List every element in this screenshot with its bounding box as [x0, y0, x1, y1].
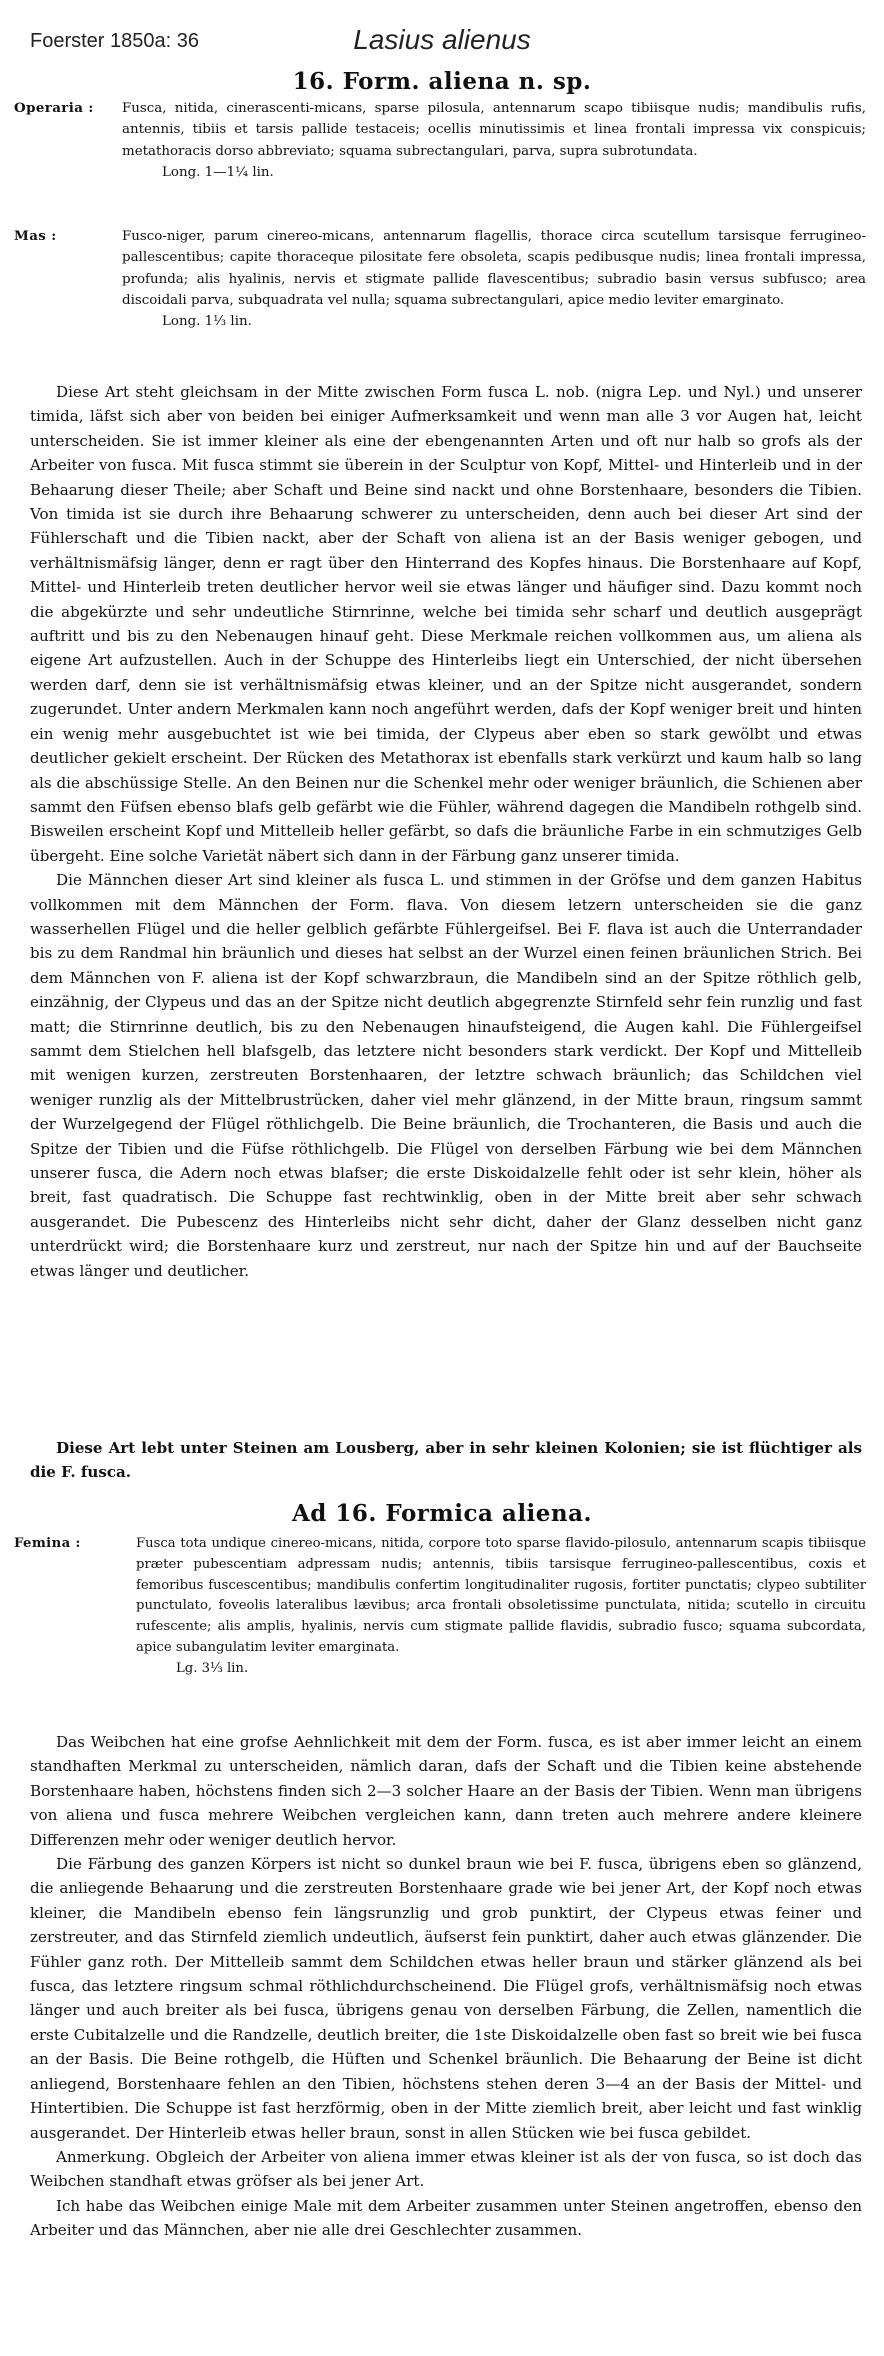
paragraph: Das Weibchen hat eine grofse Aehnlichkeit mit dem der Form. fusca, es ist aber immer leicht an einem standhaften Merkmal zu unterscheiden, nämlich daran, dafs der Schaft und die Tibien keine abstehende Borstenhaare haben, höchstens finden sich 2—3 solcher Haare an der Basis der Tibien. Wenn man übrigens von aliena und fusca mehrere Weibchen vergleichen kann, dann treten auch mehrere andere kleinere Differenzen mehr oder weniger deutlich hervor. — [30, 1733, 862, 1849]
paragraph: Anmerkung. Obgleich der Arbeiter von aliena immer etwas kleiner ist als der von fusca, so ist doch das Weibchen standhaft etwas gröfser als bei jener Art. — [30, 2147, 862, 2191]
paragraph: Diese Art steht gleichsam in der Mitte zwischen Form fusca L. nob. (nigra Lep. und Nyl.) und unserer timida, läfst sich aber von beiden bei einiger Aufmerksamkeit und wenn man alle 3 vor Augen hat, leicht unterscheiden. Sie ist immer kleiner als eine der ebengenannten Arten und oft nur halb so grofs als der Arbeiter von fusca. Mit fusca stimmt sie überein in der Sculptur von Kopf, Mittel- und Hinterleib und in der Behaarung dieser Theile; aber Schaft und Beine sind nackt und ohne Borstenhaare, besonders die Tibien. Von timida ist sie durch ihre Behaarung schwerer zu unterscheiden, denn auch bei dieser Art sind der Fühlerschaft und die Tibien nackt, aber der Schaft von aliena ist an der Basis weniger gebogen, und verhältnismäfsig länger, denn er ragt über den Hinterrand des Kopfes hinaus. Die Borstenhaare auf Kopf, Mittel- und Hinterleib treten deutlicher hervor weil sie etwas länger und häufiger sind. Dazu kommt noch die abgekürzte und sehr undeutliche Stirnrinne, welche bei timida sehr scharf und deutlich ausgeprägt auftritt und bis zu den Nebenaugen hinauf geht. Diese Merkmale reichen vollkommen aus, um aliena als eigene Art aufzustellen. Auch in der Schuppe des Hinterleibs liegt ein Unterschied, der nicht übersehen werden darf, denn sie ist verhältnismäfsig etwas kleiner, und an der Spitze nicht ausgerandet, sondern zugerundet. Unter andern Merkmalen kann noch angeführt werden, dafs der Kopf weniger breit und hinten ein wenig mehr ausgebuchtet ist wie bei timida, der Clypeus aber eben so stark gewölbt und etwas deutlicher gekielt erscheint. Der Rücken des Metathorax ist ebenfalls stark verkürzt und kaum halb so lang als die abschüssige Stelle. An den Beinen nur die Schenkel mehr oder weniger bräunlich, die Schienen aber sammt den Füfsen ebenso blafs gelb gefärbt wie die Fühler, während dagegen die Mandibeln rothgelb sind. Bisweilen erscheint Kopf und Mittelleib heller gefärbt, so dafs die bräunliche Farbe in ein schmutziges Gelb übergeht. Eine solche Varietät näbert sich dann in der Färbung ganz unserer timida. — [30, 383, 862, 865]
citation: Foerster 1850a: 36 — [30, 30, 199, 52]
femina-label: Femina : — [14, 1536, 81, 1551]
section-title: 16. Form. aliena n. sp. — [292, 68, 592, 95]
operaria-label: Operaria : — [14, 100, 94, 116]
paragraph: Ich habe das Weibchen einige Male mit dem Arbeiter zusammen unter Steinen angetroffen, ebenso den Arbeiter und das Männchen, aber nie alle drei Geschlechter zusammen. — [30, 2196, 862, 2240]
operaria-length: Long. 1—1¼ lin. — [162, 164, 274, 180]
mas-label: Mas : — [14, 228, 57, 244]
paragraph: Die Männchen dieser Art sind kleiner als fusca L. und stimmen in der Gröfse und dem ganzen Habitus vollkommen mit dem Männchen der Form. flava. Von diesem letzern unterscheiden sie die ganz wasserhellen Flügel und die heller gelblich gefärbte Fühlergeifsel. Bei F. flava ist auch die Unterrandader bis zu dem Randmal hin bräunlich und dieses hat selbst an der Wurzel einen feinen bräunlichen Strich. Bei dem Männchen von F. aliena ist der Kopf schwarzbraun, die Mandibeln sind an der Spitze röthlich gelb, einzähnig, der Clypeus und das an der Spitze nicht deutlich abgegrenzte Stirnfeld sehr fein runzlig und fast matt; die Stirnrinne deutlich, bis zu den Nebenaugen hinaufsteigend, die Augen kahl. Die Fühlergeifsel sammt dem Stielchen hell blafsgelb, das letztere nicht besonders stark verdickt. Der Kopf und Mittelleib mit wenigen kurzen, zerstreuten Borstenhaaren, der letztre schwach bräunlich; das Schildchen viel weniger runzlig als der Mittelbrustrücken, daher viel mehr glänzend, in der Mitte braun, ringsum sammt der Wurzelgegend der Flügel röthlichgelb. Die Beine bräunlich, die Trochanteren, die Basis und auch die Spitze der Tibien und die Füfse röthlichgelb. Die Flügel von derselben Färbung wie bei dem Männchen unserer fusca, die Adern noch etwas blafser; die erste Diskoidalzelle fehlt oder ist sehr klein, höher als breit, fast quadratisch. Die Schuppe fast rechtwinklig, oben in der Mitte breit aber sehr schwach ausgerandet. Die Pubescenz des Hinterleibs nicht sehr dicht, daher der Glanz desselben nicht ganz unterdrückt wird; die Borstenhaare kurz und zerstreut, nur nach der Spitze hin und auf der Bauchseite etwas länger und deutlicher. — [30, 871, 862, 1280]
femina-description — [14, 1534, 866, 1680]
habitat-note — [30, 1436, 862, 1485]
femina-length: Lg. 3⅓ lin. — [176, 1660, 249, 1676]
running-header — [0, 22, 884, 62]
section-title: Ad 16. Formica aliena. — [291, 1500, 593, 1527]
mas-text: Fusco-niger, parum cinereo-micans, antennarum flagellis, thorace circa scutellum tarsisque ferrugineo-pallescentibus; capite thoraceque pilositate fere obsoleta, scapis pedibusque nudis; linea frontali impressa, profunda; alis hyalinis, nervis et stigmate pallide flavescentibus; subradio basin versus subfusco; area discoidali parva, subquadrata vel nulla; squama subrectangulari, apice medio leviter emarginato. — [122, 229, 866, 308]
taxon-name: Lasius alienus — [353, 24, 531, 55]
operaria-text: Fusca, nitida, cinerascenti-micans, sparse pilosula, antennarum scapo tibiisque nudis; mandibulis rufis, antennis, tibiis et tarsis pallide testaceis; ocellis minutissimis et linea frontali impressa vix conspicuis; metathoracis dorso abbreviato; squama subrectangulari, parva, supra subrotundata. — [122, 101, 866, 159]
mas-description — [14, 226, 866, 332]
worker-discussion — [30, 380, 862, 1283]
paragraph: Die Färbung des ganzen Körpers ist nicht so dunkel braun wie bei F. fusca, übrigens eben so glänzend, die anliegende Behaarung und die zerstreuten Borstenhaare grade wie bei jener Art, der Kopf noch etwas kleiner, die Mandibeln ebenso fein längsrunzlig und grob punktirt, der Clypeus etwas feiner und zerstreuter, and das Stirnfeld ziemlich undeutlich, äufserst fein punktirt, daher auch etwas glänzender. Die Fühler ganz roth. Der Mittelleib sammt dem Schildchen etwas heller braun und stärker glänzend als bei fusca, das letztere ringsum schmal röthlichdurchscheinend. Die Flügel grofs, verhältnismäfsig noch etwas länger und auch breiter als bei fusca, übrigens genau von derselben Färbung, die Zellen, namentlich die erste Cubitalzelle und die Randzelle, deutlich breiter, die 1ste Diskoidalzelle oben fast so breit wie bei fusca an der Basis. Die Beine rothgelb, die Hüften und Schenkel bräunlich. Die Behaarung der Beine ist dicht anliegend, Borstenhaare fehlen an den Tibien, höchstens stehen deren 3—4 an der Basis der Mittel- und Hintertibien. Die Schuppe ist fast herzförmig, oben in der Mitte ziemlich breit, aber leicht und fast winklig ausgerandet. Der Hinterleib etwas heller braun, sonst in allen Stücken wie bei fusca gebildet. — [30, 1855, 862, 2142]
mas-length: Long. 1⅓ lin. — [162, 314, 252, 330]
femina-text: Fusca tota undique cinereo-micans, nitida, corpore toto sparse flavido-pilosulo, antennarum scapis tibiisque præter pubescentiam adpressam nudis; antennis, tibiis tarsisque ferrugineo-pallescentibus, coxis et femoribus fuscescentibus; mandibulis confertim longitudinaliter rugosis, fortiter punctatis; clypeo subtiliter punctulato, foveolis lateralibus lævibus; arca frontali obsoletissime punctulata, nitida; scutello in circuitu rufescente; alis amplis, hyalinis, nervis cum stigmate pallide flavidis, subradio fusco; squama subcordata, apice subangulatim leviter emarginata. — [136, 1536, 866, 1655]
paragraph: Diese Art lebt unter Steinen am Lousberg, aber in sehr kleinen Kolonien; sie ist flüchtiger als die F. fusca. — [30, 1439, 862, 1482]
operaria-description — [14, 98, 866, 183]
female-discussion — [30, 1730, 862, 2243]
